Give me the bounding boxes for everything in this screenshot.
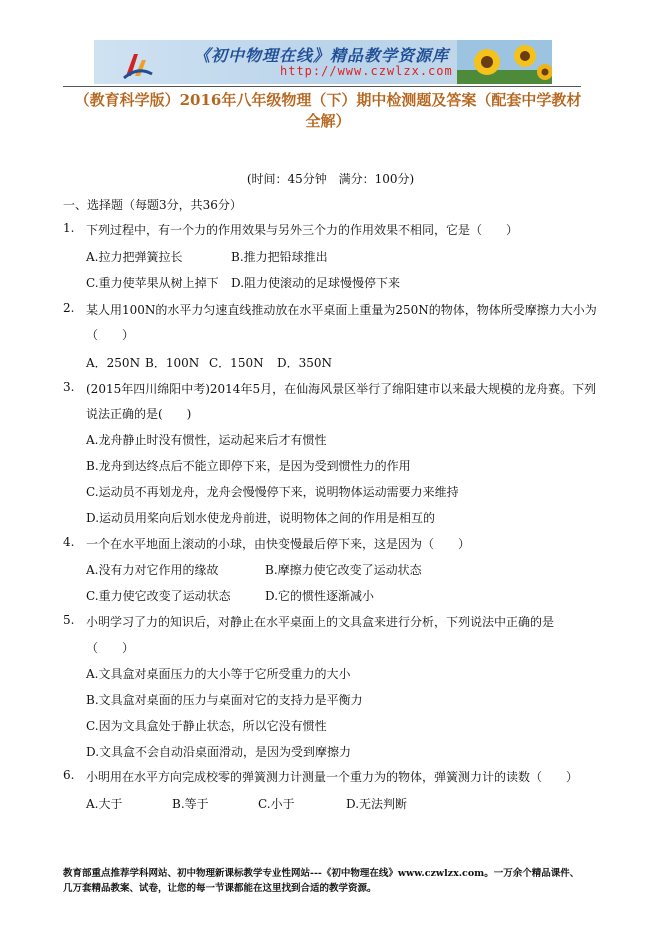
- sunflower-image: [457, 40, 552, 84]
- option-a: A.文具盒对桌面压力的大小等于它所受重力的大小: [86, 667, 351, 681]
- option-d: D.它的惯性逐渐减小: [265, 589, 375, 603]
- question-stem: 下列过程中，有一个力的作用效果与另外三个力的作用效果不相同，它是（ ）: [86, 223, 519, 237]
- option-c: C.重力使苹果从树上掉下: [86, 276, 219, 290]
- question-stem-cont: 说法正确的是( ): [86, 407, 192, 421]
- option-d: D.阻力使滚动的足球慢慢停下来: [231, 276, 401, 290]
- option-d: D.无法判断: [346, 797, 408, 811]
- site-brand: 《初中物理在线》精品教学资源库: [194, 46, 450, 65]
- question-stem: (2015年四川绵阳中考)2014年5月，在仙海风景区举行了绵阳建市以来最大规模的龙舟赛。下列: [86, 382, 597, 396]
- option-a: A.龙舟静止时没有惯性，运动起来后才有惯性: [86, 433, 327, 447]
- option-c: C.小于: [258, 797, 295, 811]
- option-c: C.运动员不再划龙舟，龙舟会慢慢停下来，说明物体运动需要力来维持: [86, 485, 459, 499]
- section-heading: 一、选择题（每题3分，共36分）: [63, 198, 242, 212]
- site-url[interactable]: http://www.czwlzx.com: [280, 64, 453, 78]
- question-stem: 小明用在水平方向完成校零的弹簧测力计测量一个重力为的物体，弹簧测力计的读数（ ）: [86, 770, 579, 784]
- question-number: 1.: [63, 221, 75, 235]
- full-score: 满分：100分): [338, 172, 415, 186]
- option-c: C.重力使它改变了运动状态: [86, 589, 231, 603]
- option-c: C．150N: [209, 356, 264, 370]
- site-logo: [122, 48, 154, 80]
- option-a: A.拉力把弹簧拉长: [86, 250, 183, 264]
- option-b: B.摩擦力使它改变了运动状态: [265, 563, 422, 577]
- option-d: D．350N: [277, 356, 333, 370]
- question-stem-cont: （ ）: [86, 641, 135, 655]
- question-stem-cont: （ ）: [86, 328, 135, 342]
- option-a: A．250N: [86, 356, 141, 370]
- option-b: B.等于: [172, 797, 209, 811]
- option-d: D.运动员用桨向后划水使龙舟前进，说明物体之间的作用是相互的: [86, 511, 436, 525]
- question-stem: 小明学习了力的知识后，对静止在水平桌面上的文具盒来进行分析，下列说法中正确的是: [86, 615, 555, 629]
- page-footer: 教育部重点推荐学科网站、初中物理新课标教学专业性网站---《初中物理在线》www.czwlzx.com。一万余个精品课件、 几万套精品教案、试卷，让您的每一节课都能在这里找到合适的教学资源。: [63, 868, 580, 894]
- option-d: D.文具盒不会自动沿桌面滑动，是因为受到摩擦力: [86, 745, 352, 759]
- header-rule: [63, 86, 581, 87]
- header-banner: [94, 40, 552, 84]
- question-stem: 一个在水平地面上滚动的小球，由快变慢最后停下来，这是因为（ ）: [86, 537, 471, 551]
- question-number: 4.: [63, 535, 75, 549]
- option-a: A.大于: [86, 797, 123, 811]
- question-stem: 某人用100N的水平力匀速直线推动放在水平桌面上重量为250N的物体，物体所受摩擦力大小为: [86, 303, 597, 317]
- option-c: C.因为文具盒处于静止状态，所以它没有惯性: [86, 719, 327, 733]
- option-b: B.推力把铅球推出: [231, 250, 328, 264]
- option-b: B.文具盒对桌面的压力与桌面对它的支持力是平衡力: [86, 693, 363, 707]
- question-number: 2.: [63, 301, 75, 315]
- exam-meta: [0, 170, 661, 187]
- question-number: 3.: [63, 380, 75, 394]
- option-b: B.龙舟到达终点后不能立即停下来，是因为受到惯性力的作用: [86, 459, 411, 473]
- question-number: 5.: [63, 613, 75, 627]
- question-number: 6.: [63, 768, 75, 782]
- page-title: （教育科学版）2016年八年级物理（下）期中检测题及答案（配套中学教材 全解）: [74, 91, 582, 130]
- option-b: B．100N: [145, 356, 200, 370]
- option-a: A.没有力对它作用的缘故: [86, 563, 219, 577]
- time-limit: (时间：45分钟: [246, 172, 327, 186]
